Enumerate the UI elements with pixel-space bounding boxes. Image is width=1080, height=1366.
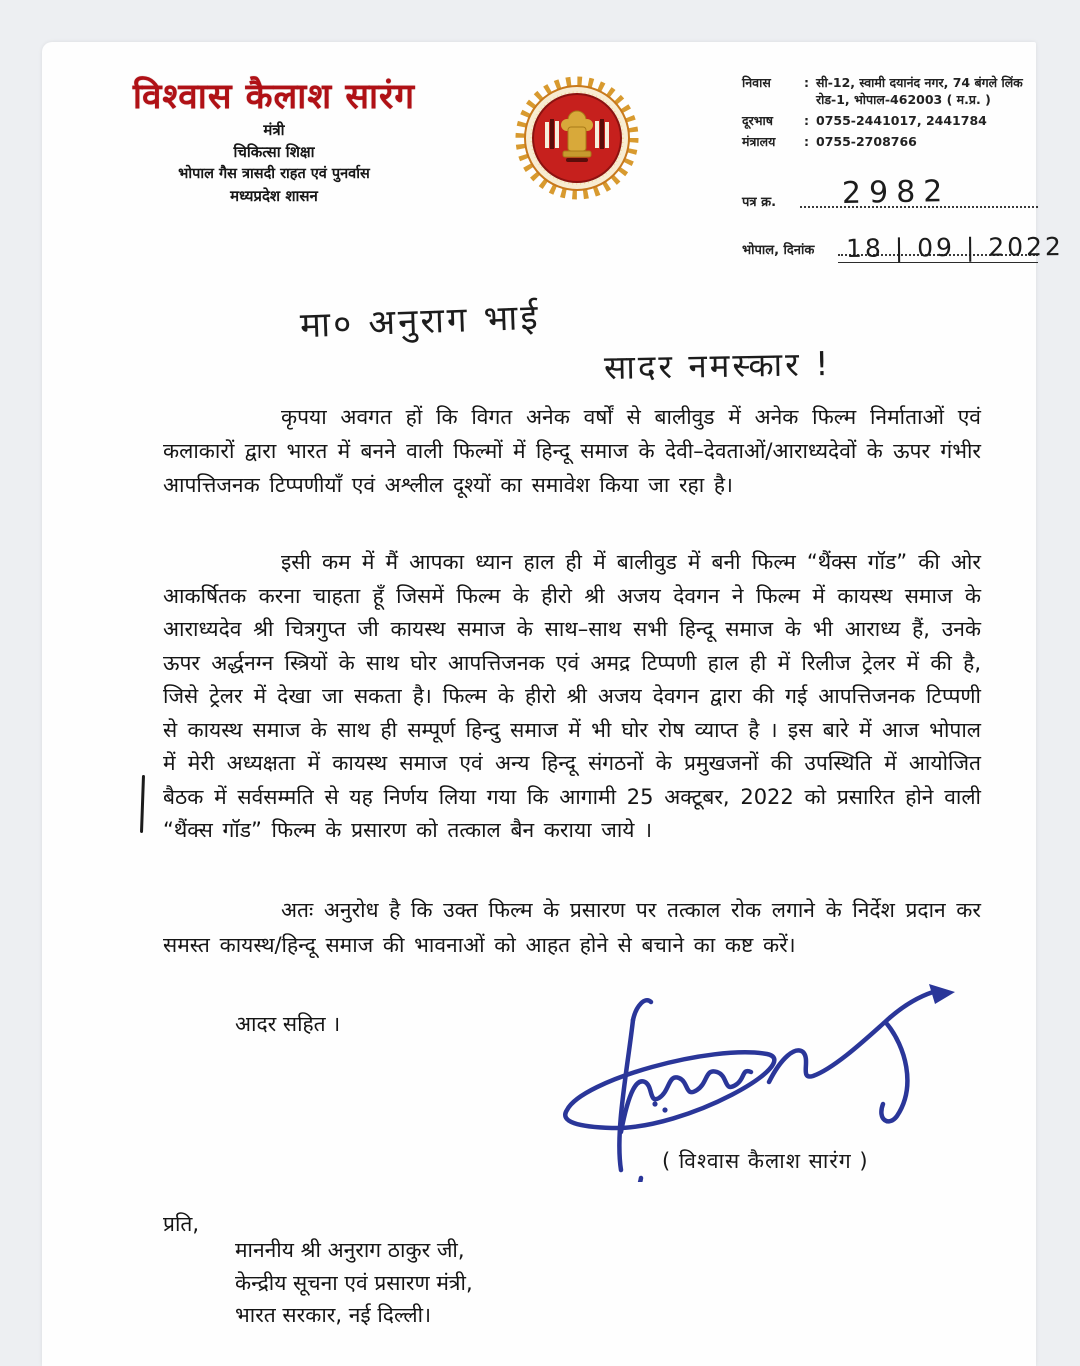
letterhead-identity: [94, 72, 454, 207]
government-name: मध्यप्रदेश शासन: [230, 187, 318, 205]
minister-designation: मंत्री: [263, 121, 285, 139]
letter-number-label: पत्र क्र.: [742, 195, 777, 210]
letter-number-handwritten: 2982: [841, 174, 951, 211]
minister-name: विश्वास कैलाश सारंग: [132, 77, 416, 117]
margin-pen-mark: [140, 775, 145, 833]
recipient-line-1: माननीय श्री अनुराग ठाकुर जी,: [235, 1238, 465, 1262]
paragraph-2: इसी कम में मैं आपका ध्यान हाल ही में बालीवुड में बनी फिल्म “थैंक्स गॉड” की ओर आकर्षितक करना चाहता हूँ जिसमें फिल्म के हीरो श्री अजय देवगन ने फिल्म में कायस्थ समाज के आराध्यदेव श्री चित्रगुप्त जी कायस्थ समाज के साथ–साथ सभी हिन्दू समाज के भी आराध्य हैं, उनके ऊपर अर्द्धनग्न स्त्रियों के साथ घोर आपत्तिजनक एवं अमद्र टिप्पणी हाल ही में रिलीज ट्रेलर में की है, जिसे ट्रेलर में देखा जा सकता है। फिल्म के हीरो श्री अजय देवगन द्वारा की गई आपत्तिजनक टिप्पणी से कायस्थ समाज के साथ ही सम्पूर्ण हिन्दु समाज में भी घोर रोष व्याप्त है । इस बारे में आज भोपाल में मेरी अध्यक्षता में कायस्थ समाज एवं अन्य हिन्दू संगठनों के प्रमुखजनों की उपस्थिति में आयोजित बैठक में सर्वसम्मति से यह निर्णय लिया गया कि आगामी 25 अक्टूबर, 2022 को प्रसारित होने वाली “थैंक्स गॉड” फिल्म के प्रसारण को तत्काल बैन कराया जाये ।: [163, 550, 981, 842]
ministry-phone-row: [742, 133, 1038, 150]
recipient-address: [235, 1234, 473, 1332]
recipient-to-label: प्रति,: [163, 1212, 200, 1236]
residence-label: निवास: [742, 75, 771, 90]
phone-value: 0755-2441017, 2441784: [816, 113, 987, 128]
mp-government-emblem: [512, 75, 642, 205]
signatory-name: ( विश्वास कैलाश सारंग ): [662, 1149, 869, 1173]
handwritten-greeting: सादर नमस्कार !: [603, 344, 832, 387]
phone-label: दूरभाष: [742, 113, 774, 128]
department-line-2: भोपाल गैस त्रासदी राहत एवं पुनर्वास: [178, 166, 370, 182]
letterhead-contact: [742, 74, 1038, 154]
date-row: [742, 220, 1065, 263]
recipient-line-3: भारत सरकार, नई दिल्ली।: [235, 1303, 432, 1327]
residence-row: [742, 74, 1038, 108]
colon: :: [804, 75, 809, 90]
letter-page: [42, 42, 1065, 1366]
letter-number-row: [742, 172, 1038, 212]
emblem-right-banner: [595, 119, 609, 149]
recipient-line-2: केन्द्रीय सूचना एवं प्रसारण मंत्री,: [235, 1270, 473, 1295]
handwritten-addressee: मा० अनुराग भाई: [299, 297, 542, 347]
paragraph-3: अतः अनुरोध है कि उक्त फिल्म के प्रसारण पर तत्काल रोक लगाने के निर्देश प्रदान कर समस्त कायस्थ/हिन्दू समाज की भावनाओं को आहत होने से बचाने का कष्ट करें।: [163, 898, 981, 957]
paragraph-1: कृपया अवगत हों कि विगत अनेक वर्षों से बालीवुड में अनेक फिल्म निर्माताओं एवं कलाकारों द्वारा भारत में बनने वाली फिल्मों में हिन्दू समाज के देवी–देवताओं/आराध्यदेवों के ऊपर गंभीर आपत्तिजनक टिप्पणीयाँ एवं अश्लील दूश्यों का समावेश किया जा रहा है।: [163, 405, 981, 497]
mp-emblem-graphic: [512, 75, 642, 205]
closing-regards: आदर सहित ।: [235, 1012, 341, 1036]
date-label: भोपाल, दिनांक: [742, 243, 815, 258]
colon: :: [804, 113, 809, 128]
residence-value: सी-12, स्वामी दयानंद नगर, 74 बंगले लिंक रोड-1, भोपाल-462003 ( म.प्र. ): [816, 75, 1023, 107]
colon: :: [804, 134, 809, 149]
date-handwritten: 18 | 09 | 2022: [845, 232, 1065, 263]
ministry-label: मंत्रालय: [742, 134, 776, 149]
ministry-value: 0755-2708766: [816, 134, 917, 149]
emblem-left-banner: [545, 119, 559, 149]
phone-row: [742, 112, 1038, 129]
department-line-1: चिकित्सा शिक्षा: [233, 143, 315, 161]
signature-arrowhead: [929, 984, 955, 1004]
